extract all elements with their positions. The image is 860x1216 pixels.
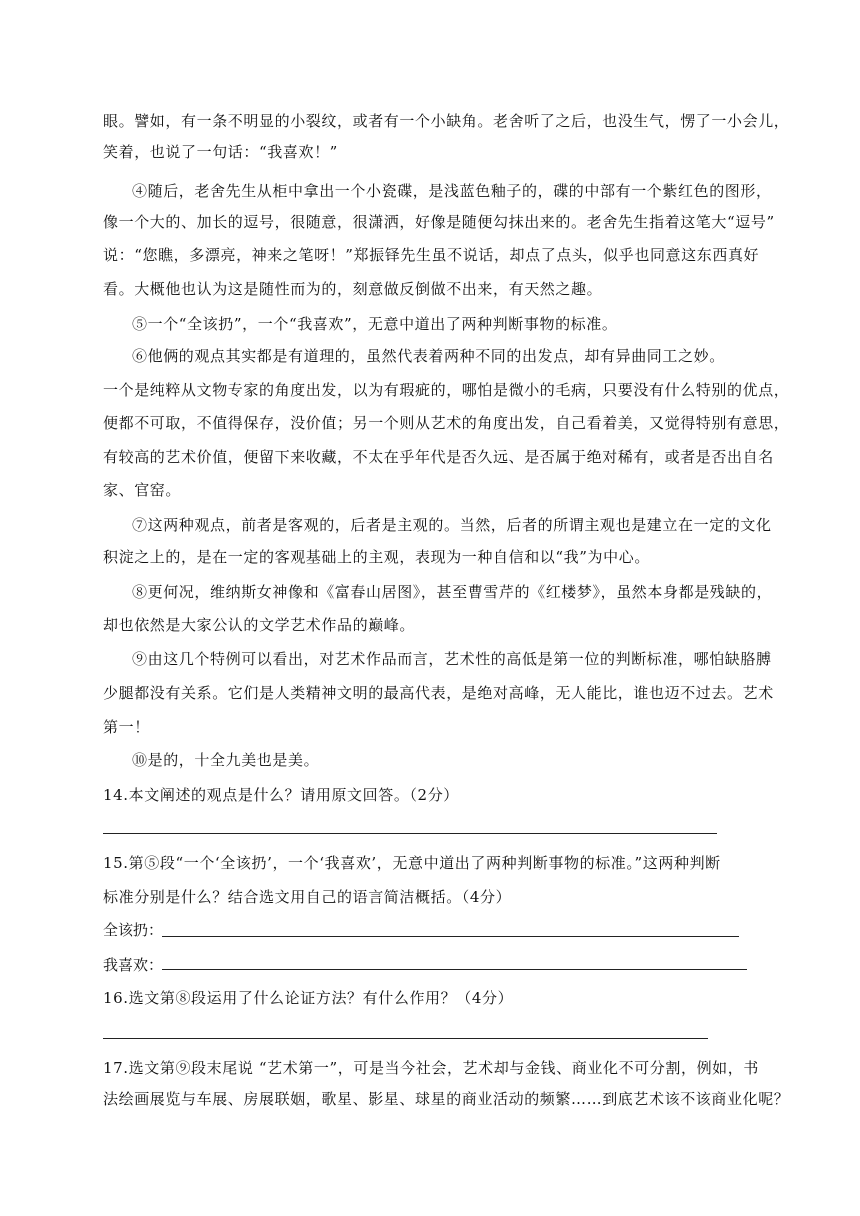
text-line: 一个是纯粹从文物专家的角度出发，以为有瑕疵的，哪怕是微小的毛病，只要没有什么特别的优点，: [103, 381, 790, 399]
text-line: 法绘画展览与车展、房展联姻，歌星、影星、球星的商业活动的频繁……到底艺术该不该商业化呢？: [103, 1090, 790, 1108]
answer-label-wo-xi-huan: 我喜欢：: [103, 956, 164, 974]
text-line: 积淀之上的，是在一定的客观基础上的主观，表现为一种自信和以“我”为中心。: [103, 548, 650, 566]
paragraph-5: ⑤一个“全该扔”，一个“我喜欢”，无意中道出了两种判断事物的标准。: [132, 315, 618, 333]
question-14: 14.本文阐述的观点是什么？请用原文回答。（2分）: [103, 786, 459, 804]
answer-line-16[interactable]: [103, 1038, 708, 1039]
question-17: 17.选文第⑨段末尾说 “艺术第一”，可是当今社会，艺术却与金钱、商业化不可分割，例如，书: [103, 1059, 759, 1077]
text-line: 少腿都没有关系。它们是人类精神文明的最高代表，是绝对高峰，无人能比，谁也迈不过去。艺术: [103, 684, 774, 702]
text-line: 笑着，也说了一句话：“我喜欢！”: [103, 143, 338, 161]
question-16: 16.选文第⑧段运用了什么论证方法？有什么作用？（4分）: [103, 989, 514, 1007]
text-line: 标准分别是什么？结合选文用自己的语言简洁概括。（4分）: [103, 888, 512, 906]
answer-line-14[interactable]: [103, 833, 717, 834]
paragraph-4-start: ④随后，老舍先生从柜中拿出一个小瓷碟，是浅蓝色釉子的，碟的中部有一个紫红色的图形，: [132, 182, 772, 200]
text-line: 看。大概他也认为这是随性而为的，刻意做反倒做不出来，有天然之趣。: [103, 280, 603, 298]
question-15: 15.第⑤段“一个‘全该扔’，一个‘我喜欢’，无意中道出了两种判断事物的标准。”这两种判断: [103, 854, 721, 872]
paragraph-9-start: ⑨由这几个特例可以看出，对艺术作品而言，艺术性的高低是第一位的判断标准，哪怕缺胳膊: [132, 650, 772, 668]
text-line: 却也依然是大家公认的文学艺术作品的巅峰。: [103, 616, 416, 634]
paragraph-7-start: ⑦这两种观点，前者是客观的，后者是主观的。当然，后者的所谓主观也是建立在一定的文化: [132, 516, 772, 534]
paragraph-10: ⑩是的，十全九美也是美。: [132, 751, 320, 769]
text-line: 便都不可取，不值得保存，没价值；另一个则从艺术的角度出发，自己看着美，又觉得特别有意思，: [103, 414, 790, 432]
text-line: 有较高的艺术价值，便留下来收藏，不太在乎年代是否久远、是否属于绝对稀有，或者是否出自名: [103, 448, 774, 466]
text-line: 家、官窑。: [103, 481, 182, 499]
answer-label-quan-gai-reng: 全该扔：: [103, 921, 164, 939]
text-line: 说：“您瞧，多漂亮，神来之笔呀！”郑振铎先生虽不说话，却点了点头，似乎也同意这东西真好: [103, 246, 760, 264]
paragraph-8-start: ⑧更何况，维纳斯女神像和《富春山居图》，甚至曹雪芹的《红楼梦》，虽然本身都是残缺的，: [132, 583, 773, 601]
answer-line-quan-gai-reng[interactable]: [162, 936, 739, 937]
text-line: 第一！: [103, 718, 150, 736]
text-line: 眼。譬如，有一条不明显的小裂纹，或者有一个小缺角。老舍听了之后，也没生气，愣了一小会儿，: [103, 112, 790, 130]
paragraph-6-start: ⑥他俩的观点其实都是有道理的，虽然代表着两种不同的出发点，却有异曲同工之妙。: [132, 347, 725, 365]
text-line: 像一个大的、加长的逗号，很随意，很潇洒，好像是随便勾抹出来的。老舍先生指着这笔大“逗号”: [103, 213, 775, 231]
answer-line-wo-xi-huan[interactable]: [162, 969, 747, 970]
